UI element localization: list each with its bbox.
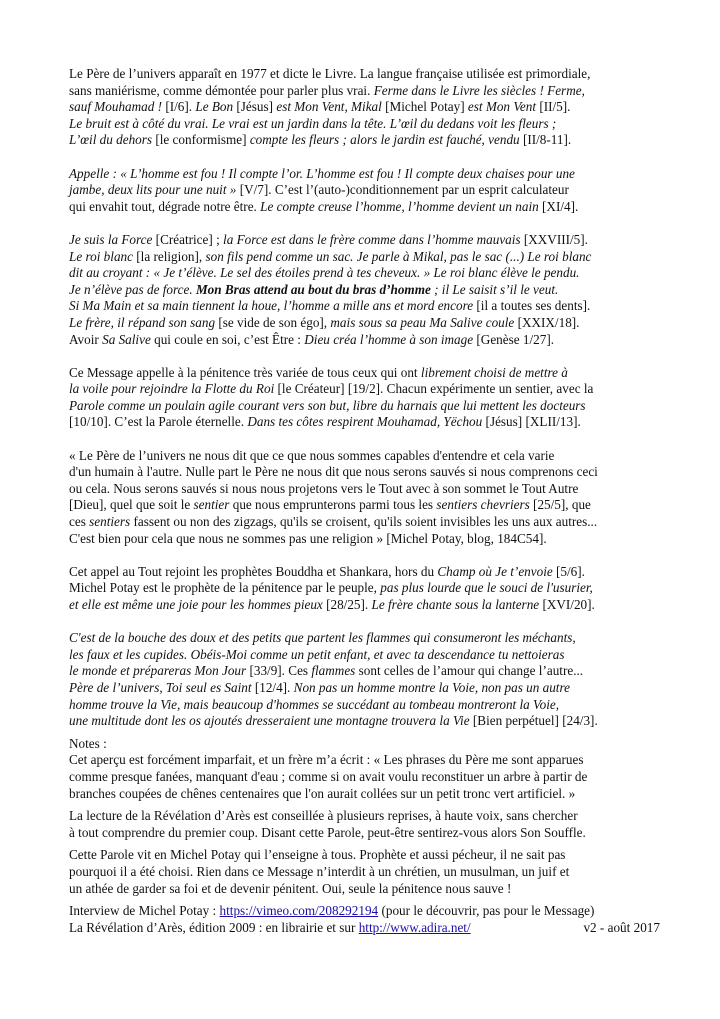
- quote: Je n’élève pas de force.: [69, 281, 196, 297]
- text: Avoir: [69, 331, 103, 347]
- quote: Le Bon: [195, 99, 234, 115]
- text-line: Le bruit est à côté du vrai. Le vrai est un jardin dans la tête. L’œil du dedans voit les fleurs ;: [69, 115, 557, 131]
- text: [10/10]. C’est la Parole éternelle.: [69, 414, 248, 430]
- text-line: comme presque fanées, manquant d'eau ; comme si on avait voulu reconstituer un arbre à partir de: [69, 768, 588, 784]
- edition-text: [69, 920, 471, 937]
- text: [33/9]. Ces: [246, 663, 312, 679]
- text-line: [69, 315, 660, 332]
- text-line: [69, 597, 660, 614]
- quote: sentier: [193, 497, 230, 513]
- paragraph-message: [69, 365, 660, 431]
- paragraph-citation: [69, 448, 660, 548]
- quote: Le frère, il répand son sang: [69, 314, 216, 330]
- text-line: [69, 365, 660, 382]
- text: [la religion],: [132, 248, 206, 264]
- text: sont celles de l’amour qui change l’autre...: [355, 663, 584, 679]
- text-line: « Le Père de l’univers ne nous dit que ce que nous sommes capables d'entendre et cela varie: [69, 447, 555, 463]
- text: ces: [69, 514, 90, 530]
- adira-link[interactable]: http://www.adira.net/: [358, 919, 471, 935]
- text: [Bien perpétuel] [24/3].: [469, 713, 598, 729]
- text: [Genèse 1/27].: [473, 331, 555, 347]
- text: [le Créateur] [19/2]. Chacun expérimente un sentier, avec la: [274, 381, 594, 397]
- quote: sentiers: [89, 514, 131, 530]
- text: Le Père de l’univers apparaît en 1977 et dicte le Livre. La langue française utilisée est primordiale,: [69, 66, 591, 81]
- text-line: Cet aperçu est forcément imparfait, et un frère m’a écrit : « Les phrases du Père me sont apparues: [69, 752, 584, 768]
- quote: est Mon Vent: [467, 99, 537, 115]
- text-line: [69, 381, 660, 398]
- quote: Dieu créa l’homme à son image: [304, 331, 474, 347]
- text: sans maniérisme, comme démontée pour parler plus vrai.: [69, 82, 374, 98]
- text-line: ou cela. Nous serons sauvés si nous nous projetons vers le Tout avec à son sommet le Tout Autre: [69, 480, 579, 496]
- text-line: [69, 232, 660, 249]
- text-line: [69, 497, 660, 514]
- quote: compte les fleurs ; alors le jardin est fauché, vendu: [249, 132, 520, 148]
- text-line: [69, 249, 660, 266]
- text-line: à tout comprendre du premier coup. Disant cette Parole, peut-être sentirez-vous alors Son Souffle.: [69, 824, 586, 840]
- text-line: un athée de garder sa foi et de devenir pénitent. Oui, seule la pénitence nous sauve !: [69, 880, 512, 896]
- paragraph-flammes: [69, 630, 660, 730]
- text-line: [69, 199, 660, 216]
- quote: Père de l’univers, Toi seul es Saint: [69, 679, 252, 695]
- text-line: branches coupées de chênes centenaires que l'on aurait collées sur un petit tronc vert artificiel. »: [69, 785, 576, 801]
- quote: Non pas un homme montre la Voie, non pas un autre: [293, 679, 570, 695]
- text-line: homme trouve la Vie, mais beaucoup d'hommes se succédant au tombeau montreront la Voie,: [69, 696, 560, 712]
- interview-label: Interview de Michel Potay :: [69, 903, 220, 919]
- text: [Dieu], quel que soit le: [69, 497, 194, 513]
- text-line: Cette Parole vit en Michel Potay qui l’enseigne à tous. Prophète et aussi pécheur, il ne sait pas: [69, 847, 566, 863]
- text-line: [69, 99, 660, 116]
- paragraph-parole: [69, 847, 660, 897]
- text: fassent ou non des zigzags, qu'ils se croisent, qu'ils soient invisibles les uns aux autres...: [130, 514, 598, 530]
- text: [XXVIII/5].: [520, 231, 588, 247]
- notes-section: [69, 736, 660, 802]
- text-line: [69, 66, 660, 83]
- text: [12/4].: [251, 679, 294, 695]
- text-line: C'est bien pour cela que nous ne sommes pas une religion » [Michel Potay, blog, 184C54].: [69, 530, 547, 546]
- text-line: d'un humain à l'autre. Nulle part le Père ne nous dit que nous serons sauvés si nous comprenons ceci: [69, 464, 598, 480]
- text: [Jésus]: [233, 99, 277, 115]
- quote: est Mon Vent, Mikal: [276, 99, 382, 115]
- text: [II/8-11].: [519, 132, 572, 148]
- quote: sentiers chevriers: [436, 497, 530, 513]
- text-line: [69, 282, 660, 299]
- text-line: [69, 298, 660, 315]
- paragraph-intro: [69, 66, 660, 149]
- quote: jambe, deux lits pour une nuit »: [69, 182, 237, 198]
- emphasis: Mon Bras attend au bout du bras d’homme: [195, 281, 431, 297]
- text-line: [69, 514, 660, 531]
- paragraph-lecture: [69, 808, 660, 841]
- notes-title: Notes :: [69, 735, 107, 751]
- text-line: [69, 83, 660, 100]
- quote: son fils pend comme un sac. Je parle à Mikal, pas le sac (...) Le roi blanc: [205, 248, 592, 264]
- text: Ce Message appelle à la pénitence très variée de tous ceux qui ont: [69, 364, 421, 380]
- text-line: [69, 132, 660, 149]
- text: [Créatrice] ;: [152, 231, 224, 247]
- quote: le monde et prépareras Mon Jour: [69, 663, 247, 679]
- quote: Dans tes côtes respirent Mouhamad, Yëchou: [247, 414, 483, 430]
- text-line: [69, 663, 660, 680]
- text: qui coule en soi, c’est Être :: [150, 331, 305, 347]
- paragraph-appel-tout: [69, 564, 660, 614]
- interview-line: [69, 903, 660, 920]
- quote: pas plus lourde que le souci de l'usurier,: [380, 580, 593, 596]
- text: [5/6].: [552, 563, 585, 579]
- text-line: C'est de la bouche des doux et des petits que partent les flammes qui consumeront les méchants,: [69, 630, 576, 646]
- quote: la Force est dans le frère comme dans l’homme mauvais: [223, 231, 521, 247]
- paragraph-appelle: [69, 166, 660, 216]
- text-line: [69, 414, 660, 431]
- text: [XI/4].: [538, 198, 579, 214]
- text-line: [69, 564, 660, 581]
- quote: Champ où Je t’envoie: [437, 563, 553, 579]
- edition-label: La Révélation d’Arès, édition 2009 : en librairie et sur: [69, 919, 359, 935]
- quote: et elle est même une joie pour les hommes pieux: [69, 597, 323, 612]
- text-line: [69, 680, 660, 697]
- text-line: les faux et les cupides. Obéis-Moi comme un petit enfant, et avec ta descendance tu nettoieras: [69, 646, 565, 662]
- text: qui envahit tout, dégrade notre être.: [69, 198, 261, 214]
- text: [se vide de son égo],: [215, 314, 331, 330]
- quote: sauf Mouhamad !: [69, 99, 163, 115]
- text-line: [69, 713, 660, 730]
- quote: Je suis la Force: [69, 231, 153, 247]
- vimeo-link[interactable]: https://vimeo.com/208292194: [219, 903, 379, 919]
- paragraph-force: [69, 232, 660, 348]
- interview-note: (pour le découvrir, pas pour le Message): [378, 903, 595, 919]
- quote: flammes: [311, 663, 356, 679]
- text: [I/6].: [162, 99, 196, 115]
- text: [le conformisme]: [152, 132, 250, 148]
- quote: L’œil du dehors: [69, 132, 153, 148]
- text-line: dit au croyant : « Je t’élève. Le sel des étoiles prend à tes cheveux. » Le roi blanc élève le pendu.: [69, 265, 580, 281]
- edition-line: [69, 920, 660, 937]
- text-line: Parole comme un poulain agile courant vers son but, libre du harnais que lui mettent les docteurs: [69, 397, 586, 413]
- text: que nous emprunterons parmi tous les: [229, 497, 437, 513]
- quote: Le compte creuse l’homme, l’homme devient un nain: [260, 198, 539, 214]
- text-line: Appelle : « L’homme est fou ! Il compte l’or. L’homme est fou ! Il compte deux chaises pour une: [69, 165, 575, 181]
- text-line: pourquoi il a été choisi. Rien dans ce Message n’interdit à un chrétien, un musulman, un juif et: [69, 863, 570, 879]
- quote: Le frère chante sous la lanterne: [371, 597, 540, 612]
- quote: une multitude dont les os ajoutés dresseraient une montagne trouvera la Vie: [69, 713, 470, 729]
- text: [25/5], que: [529, 497, 591, 513]
- quote: Le roi blanc: [69, 248, 133, 264]
- text-line: [69, 332, 660, 349]
- quote: Si Ma Main et sa main tiennent la houe, l’homme a mille ans et mord encore: [69, 298, 474, 314]
- quote: Sa Salive: [102, 331, 151, 347]
- text: [XXIX/18].: [514, 314, 580, 330]
- quote: la voile pour rejoindre la Flotte du Roi: [69, 381, 275, 397]
- quote: mais sous sa peau Ma Salive coule: [330, 314, 515, 330]
- footer: [69, 903, 660, 936]
- text-line: [69, 580, 660, 597]
- text: Michel Potay est le prophète de la pénitence par le peuple,: [69, 580, 381, 596]
- quote: ; il Le saisit s’il le veut.: [430, 281, 559, 297]
- text-line: [69, 182, 660, 199]
- text: [Jésus] [XLII/13].: [482, 414, 581, 430]
- text: [il a toutes ses dents].: [473, 298, 591, 314]
- text: [II/5].: [536, 99, 571, 115]
- version-label: v2 - août 2017: [583, 919, 660, 935]
- text: [XVI/20].: [539, 597, 595, 612]
- text: [28/25].: [322, 597, 372, 612]
- quote: librement choisi de mettre à: [420, 364, 568, 380]
- text-line: La lecture de la Révélation d’Arès est conseillée à plusieurs reprises, à haute voix, sans chercher: [69, 808, 578, 824]
- text: [Michel Potay]: [381, 99, 468, 115]
- quote: Ferme dans le Livre les siècles ! Ferme,: [373, 82, 585, 98]
- text: [V/7]. C’est l’(auto-)conditionnement par un esprit calculateur: [236, 182, 569, 198]
- text: Cet appel au Tout rejoint les prophètes Bouddha et Shankara, hors du: [69, 563, 438, 579]
